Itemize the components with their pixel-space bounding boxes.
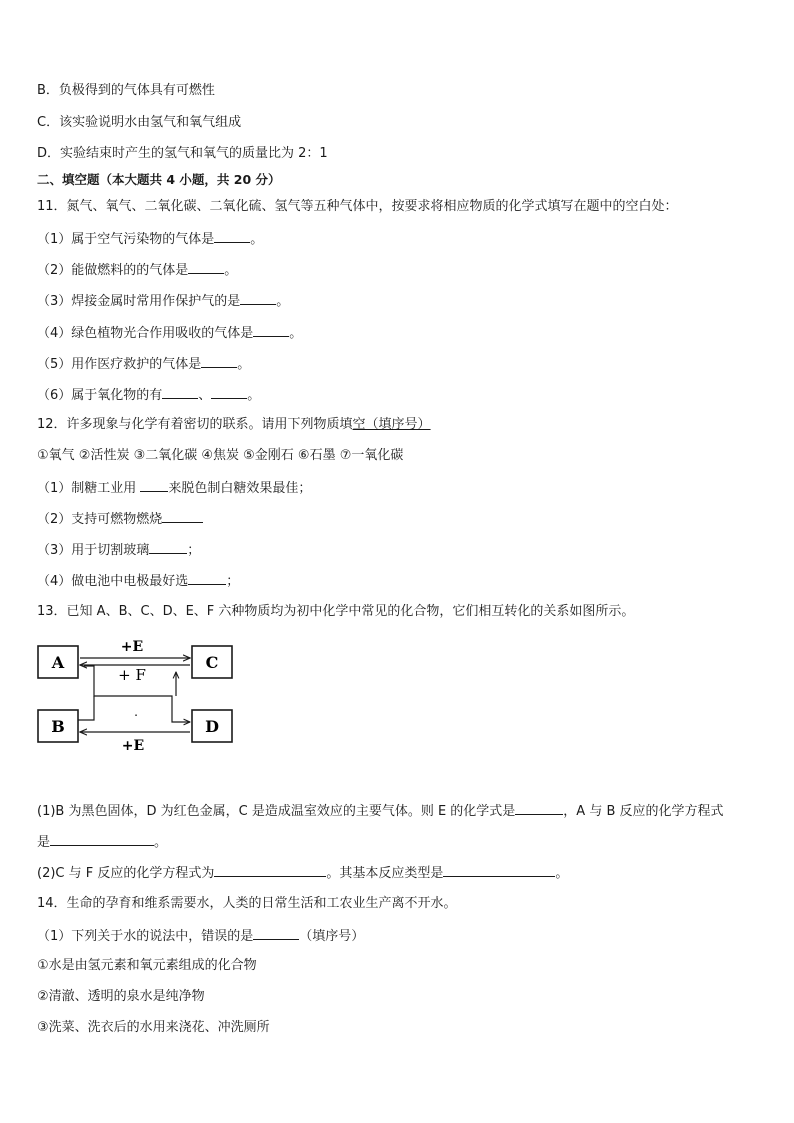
q10-option-b: B．负极得到的气体具有可燃性 xyxy=(37,83,215,98)
label-mid-f: + F xyxy=(118,666,146,684)
q11-part-1: （1）属于空气污染物的气体是 。 xyxy=(37,232,264,247)
reaction-diagram xyxy=(36,632,246,757)
answer-blank[interactable] xyxy=(253,927,299,940)
answer-blank[interactable] xyxy=(149,541,187,554)
q14-option-2: ②清澈、透明的泉水是纯净物 xyxy=(37,989,205,1004)
answer-blank[interactable] xyxy=(443,864,555,877)
arrow-b-to-c xyxy=(78,696,94,720)
answer-blank[interactable] xyxy=(188,572,226,585)
answer-blank[interactable] xyxy=(211,386,247,399)
q12-options: ①氧气 ②活性炭 ③二氧化碳 ④焦炭 ⑤金刚石 ⑥石墨 ⑦一氧化碳 xyxy=(37,448,404,463)
q11-part-3: （3）焊接金属时常用作保护气的是 。 xyxy=(37,294,290,309)
q14-option-1: ①水是由氢元素和氧元素组成的化合物 xyxy=(37,958,257,973)
q13-part-2: (2)C 与 F 反应的化学方程式为 。其基本反应类型是 。 xyxy=(37,866,569,881)
answer-blank[interactable] xyxy=(50,833,154,846)
q10-option-d: D．实验结束时产生的氢气和氧气的质量比为 2：1 xyxy=(37,146,328,161)
node-d-label: D xyxy=(205,717,219,736)
answer-blank[interactable] xyxy=(515,802,563,815)
q12-part-2: （2）支持可燃物燃烧 xyxy=(37,510,203,528)
q11-part-5: （5）用作医疗救护的气体是 。 xyxy=(37,357,251,372)
answer-blank[interactable] xyxy=(214,864,326,877)
answer-blank[interactable] xyxy=(240,292,276,305)
answer-blank[interactable] xyxy=(162,386,198,399)
q12-part-1: （1）制糖工业用 来脱色制白糖效果最佳； xyxy=(37,481,312,496)
q13-part-1a: (1)B 为黑色固体，D 为红色金属，C 是造成温室效应的主要气体。则 E 的化学式是 ，A 与 B 反应的化学方程式 xyxy=(37,804,724,819)
q13-part-1b: 是 。 xyxy=(37,835,168,850)
q11-part-6: （6）属于氧化物的有 、 。 xyxy=(37,388,261,403)
q14-stem: 14．生命的孕育和维系需要水，人类的日常生活和工农业生产离不开水。 xyxy=(37,896,457,911)
q12-stem: 12．许多现象与化学有着密切的联系。请用下列物质填空（填序号） xyxy=(37,417,431,432)
q14-part-1: （1）下列关于水的说法中，错误的是 （填序号） xyxy=(37,929,365,944)
node-a-label: A xyxy=(51,653,65,672)
q11-part-2: （2）能做燃料的的气体是 。 xyxy=(37,263,238,278)
node-c-label: C xyxy=(205,653,219,672)
label-bottom-e: +E xyxy=(121,738,145,754)
answer-blank[interactable] xyxy=(201,355,237,368)
q13-stem: 13．已知 A、B、C、D、E、F 六种物质均为初中化学中常见的化合物，它们相互转化的关系如图所示。 xyxy=(37,604,635,619)
q11-part-4: （4）绿色植物光合作用吸收的气体是 。 xyxy=(37,326,303,341)
answer-blank[interactable] xyxy=(162,510,203,523)
answer-blank[interactable] xyxy=(140,479,168,492)
diagram-dot: . xyxy=(134,705,138,719)
q11-stem: 11．氮气、氧气、二氧化碳、二氧化硫、氢气等五种气体中，按要求将相应物质的化学式填写在题中的空白处： xyxy=(37,199,678,214)
answer-blank[interactable] xyxy=(253,324,289,337)
answer-blank[interactable] xyxy=(214,230,250,243)
q10-option-c: C．该实验说明水由氢气和氧气组成 xyxy=(37,115,242,130)
label-top-e: +E xyxy=(120,639,144,655)
section-heading: 二、填空题（本大题共 4 小题，共 20 分） xyxy=(37,172,281,187)
node-b-label: B xyxy=(51,717,65,736)
answer-blank[interactable] xyxy=(188,261,224,274)
q14-option-3: ③洗菜、洗衣后的水用来浇花、冲洗厕所 xyxy=(37,1020,270,1035)
q12-part-3: （3）用于切割玻璃 ； xyxy=(37,543,201,558)
q12-part-4: （4）做电池中电极最好选 ； xyxy=(37,574,240,589)
